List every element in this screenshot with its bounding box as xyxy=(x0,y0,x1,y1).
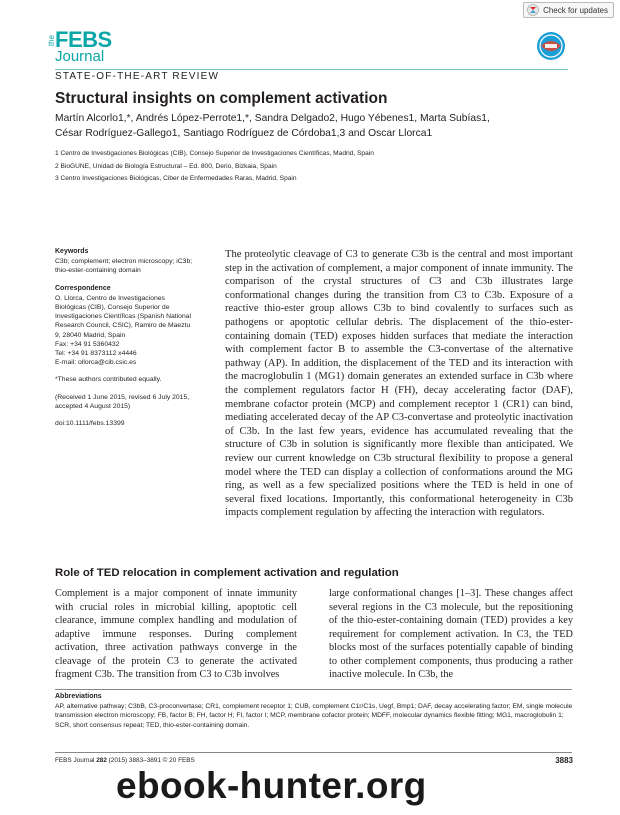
body-column-left: Complement is a major component of innate immunity with crucial roles in microbial killing, apoptotic cell clearance, immune complex handling and modulation of adaptive immune responses. During complement activation, three activation pathways converge in the cleavage of the protein C3 to generate the activated fragment C3b. The transition from C3 to C3b involves xyxy=(55,588,297,680)
abstract-text: The proteolytic cleavage of C3 to generate C3b is the central and most important step in the activation of complement, a major component of innate immunity. The comparison of the crystal structures of C3 and C3b illustrates large conformational changes during the transition from C3 to C3b. Exposure of a reactive thio-ester group allows C3b to bind covalently to surfaces such as pathogens or apoptotic cellular debris. The displacement of the thio-ester-containing domain (TED) exposes hidden surfaces that mediate the interaction with complement factor B to assemble the C3-convertase of the alternative pathway (AP). In addition, the displacement of the TED and its interaction with the macroglobulin 1 (MG1) domain generates an extended surface in C3b where the complement regulators factor H (FH), decay accelerating factor (DAF), membrane cofactor protein (MCP) and complement receptor 1 (CR1) can bind, mediating accelerated decay of the AP C3-convertase and proteolytic inactivation of C3b. In the last few years, evidence has accumulated revealing that the structure of C3b in solution is significantly more flexible than anticipated. We review our current knowledge on C3b structural flexibility to propose a general model where the TED can display a collection of conformations around the MG ring, as well as a few specialized positions where the TED is held in one of several fixed locations. Importantly, this conformational heterogeneity in C3b impacts complement regulation by affecting the interaction with regulators. xyxy=(225,249,573,519)
affiliation-1: 1 Centro de Investigaciones Biológicas (CIB), Consejo Superior de Investigaciones Científicas, Madrid, Spain xyxy=(55,150,374,157)
abbreviations-block xyxy=(55,692,573,730)
correspondence-line: Biológicas (CIB), Consejo Superior de xyxy=(55,304,170,312)
correspondence-line: O. Llorca, Centro de Investigaciones xyxy=(55,294,165,302)
affiliation-2: 2 BioGUNE, Unidad de Biología Estructural – Ed. 800, Derio, Bizkaia, Spain xyxy=(55,162,277,170)
abbreviations-heading: Abbreviations xyxy=(55,693,102,700)
affiliations xyxy=(55,148,374,186)
check-for-updates-label: Check for updates xyxy=(543,5,608,15)
logo-journal: Journal xyxy=(55,48,105,65)
header-divider xyxy=(55,69,568,70)
affiliation-3: 3 Centro Investigaciones Biológicas, Ciber de Enfermedades Raras, Madrid, Spain xyxy=(55,175,297,182)
section-heading: Role of TED relocation in complement activation and regulation xyxy=(55,567,399,579)
febs-emblem-icon xyxy=(536,31,566,61)
footer-citation xyxy=(55,757,195,764)
footer-journal: FEBS Journal xyxy=(55,757,95,764)
article-sidebar xyxy=(55,247,205,436)
abbreviations-divider xyxy=(55,689,572,690)
doi-link[interactable]: doi:10.1111/febs.13399 xyxy=(55,420,125,428)
footer-volume: 282 xyxy=(96,757,107,764)
page-number: 3883 xyxy=(555,756,573,765)
check-for-updates-button[interactable] xyxy=(523,2,614,18)
equal-contribution-note: *These authors contributed equally. xyxy=(55,376,162,384)
abbreviations-text: AP, alternative pathway; C3bB, C3-proconvertase; CR1, complement receptor 1; CUB, complement C1r/C1s, Uegf, Bmp1; DAF, decay accelerating factor; EM, single molecule transmission electron microscopy; FB, factor B; FH, factor H; FI, factor I; MCP, membrane cofactor protein; MDFF, molecular dynamics flexible fitting; MG1, macroglobulin 1; SCR, short consensus repeat; TED, thio-ester-containing domain. xyxy=(55,702,573,729)
keywords-heading: Keywords xyxy=(55,248,89,255)
body-column-right: large conformational changes [1–3]. These changes affect several regions in the C3 molecule, but the repositioning of the thio-ester-containing domain (TED) provides a key requirement for complement activation. In C3, the TED blocks most of the surfaces potentially capable of binding to other complement components, thus producing a rather inactive molecule. In C3b, the xyxy=(329,588,573,680)
crossmark-icon xyxy=(527,4,539,16)
journal-logo xyxy=(47,27,112,65)
correspondence-line: 9, 28040 Madrid, Spain xyxy=(55,331,126,339)
keywords-text: C3b; complement; electron microscopy; iC3b; thio-ester-containing domain xyxy=(55,258,193,275)
footer-divider xyxy=(55,752,572,753)
watermark: ebook-hunter.org xyxy=(116,765,427,806)
keywords-block xyxy=(55,247,205,276)
authors-line-2: César Rodríguez-Gallego1, Santiago Rodríguez de Córdoba1,3 and Oscar Llorca1 xyxy=(55,128,433,139)
logo-febs: FEBS xyxy=(55,27,112,52)
authors-line-1: Martín Alcorlo1,*, Andrés López-Perrote1,*, Sandra Delgado2, Hugo Yébenes1, Marta Subías1, xyxy=(55,113,490,124)
email-link[interactable]: E-mail: ollorca@cib.csic.es xyxy=(55,359,137,367)
received-dates: (Received 1 June 2015, revised 6 July 2015, accepted 4 August 2015) xyxy=(55,393,190,410)
correspondence-line: Research Council, CSIC), Ramiro de Maeztu xyxy=(55,322,191,330)
footer-years-pages: (2015) 3883–3891 © 20 xyxy=(108,757,177,764)
correspondence-block xyxy=(55,284,205,368)
fax-line: Fax: +34 91 5360432 xyxy=(55,340,120,348)
footer-publisher: FEBS xyxy=(178,757,195,764)
article-type-label: STATE-OF-THE-ART REVIEW xyxy=(55,71,220,82)
correspondence-line: Investigaciones Científicas (Spanish National xyxy=(55,313,192,321)
tel-line: Tel: +34 91 8373112 x4446 xyxy=(55,350,137,358)
correspondence-heading: Correspondence xyxy=(55,284,111,292)
logo-the: the xyxy=(47,35,56,47)
article-title: Structural insights on complement activation xyxy=(55,90,388,107)
author-list xyxy=(55,111,575,141)
